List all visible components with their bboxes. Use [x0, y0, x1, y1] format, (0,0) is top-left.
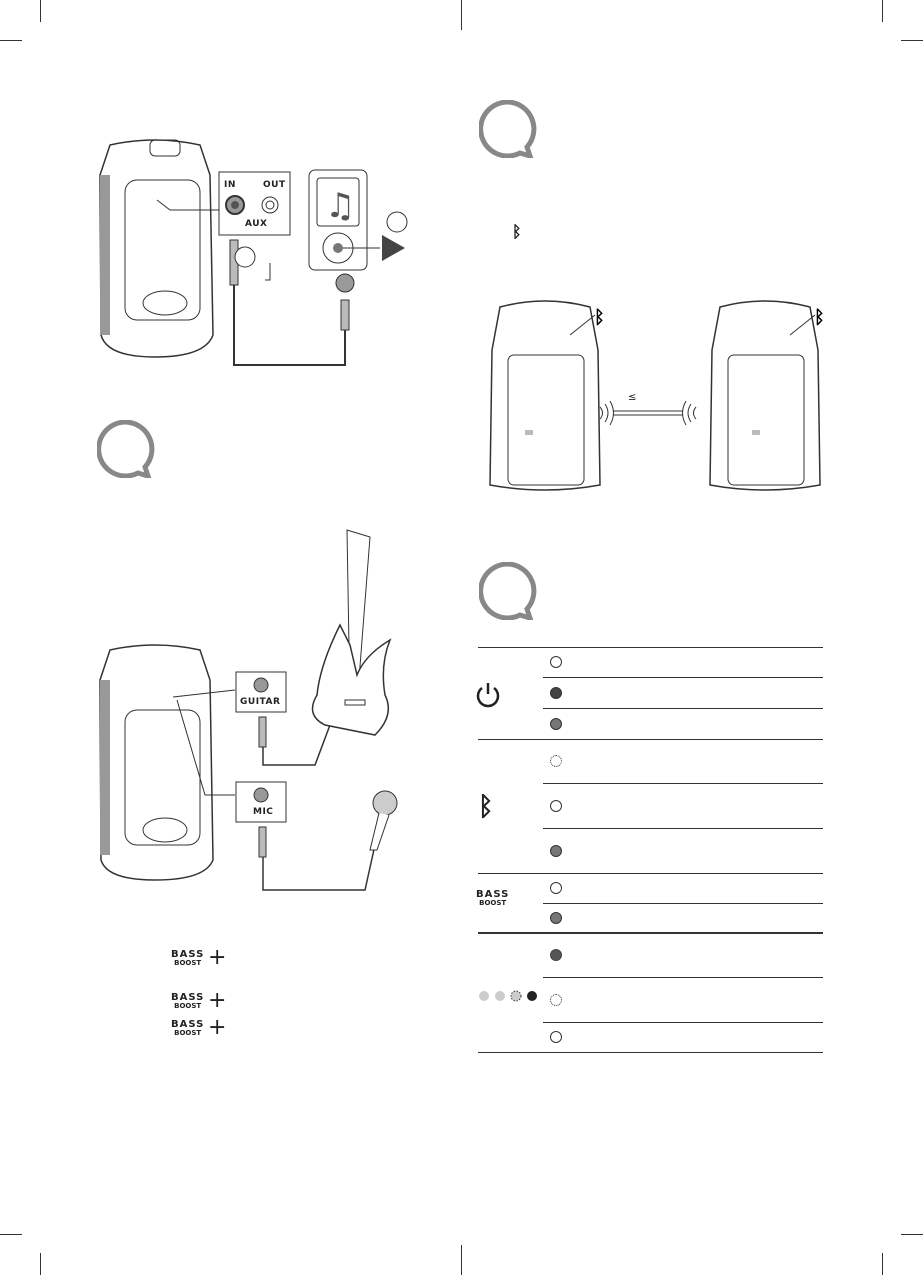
crop-mark: [901, 1234, 923, 1235]
plus-icon: +: [208, 988, 227, 1013]
crop-mark: [0, 40, 22, 41]
distance-symbol: ≤: [628, 392, 637, 403]
aux-label: AUX: [245, 219, 268, 229]
led-flashing-indicator: [550, 994, 562, 1006]
aux-in-label: IN: [224, 180, 236, 190]
led-off-indicator: [550, 800, 562, 812]
svg-text:ᛒ: ᛒ: [814, 307, 825, 328]
led-flashing-indicator: [550, 755, 562, 767]
led-flashing-dark-indicator: [550, 949, 562, 961]
crop-mark: [461, 0, 462, 30]
speech-bubble-icon: [97, 420, 155, 478]
led-off-indicator: [550, 656, 562, 668]
plus-icon: +: [208, 945, 227, 970]
led-off-indicator: [550, 882, 562, 894]
speaker-right: [710, 301, 825, 490]
party-mode-dots-icon: [477, 989, 541, 1003]
led-solid-gray-indicator: [550, 718, 562, 730]
speaker-guitar-mic-illustration: [95, 525, 415, 895]
led-solid-gray-indicator: [550, 912, 562, 924]
speaker-aux-illustration: [95, 135, 415, 380]
speaker-pairing-illustration: [480, 295, 840, 495]
bass-boost-icon: BASS BOOST: [171, 992, 205, 1010]
bass-boost-icon: BASS BOOST: [171, 949, 205, 967]
crop-mark: [40, 1253, 41, 1275]
led-off-indicator: [550, 1031, 562, 1043]
crop-mark: [461, 1245, 462, 1275]
crop-mark: [0, 1234, 22, 1235]
guitar-label: GUITAR: [240, 697, 281, 707]
crop-mark: [901, 40, 923, 41]
bass-boost-icon: BASS BOOST: [171, 1019, 205, 1037]
speech-bubble-icon: [479, 562, 537, 620]
bass-boost-icon: BASS BOOST: [476, 889, 510, 907]
speech-bubble-icon: [479, 100, 537, 158]
bluetooth-icon: ᛒ: [478, 792, 494, 822]
bluetooth-icon: ᛒ: [512, 222, 522, 241]
speaker-left: [490, 301, 605, 490]
crop-mark: [882, 0, 883, 22]
svg-text:ᛒ: ᛒ: [594, 307, 605, 328]
power-icon: [474, 680, 502, 710]
aux-out-label: OUT: [263, 180, 286, 190]
mic-label: MIC: [253, 807, 274, 817]
svg-text:♫: ♫: [325, 186, 356, 226]
crop-mark: [40, 0, 41, 22]
led-solid-dark-indicator: [550, 687, 562, 699]
crop-mark: [882, 1253, 883, 1275]
plus-icon: +: [208, 1015, 227, 1040]
led-solid-gray-indicator: [550, 845, 562, 857]
